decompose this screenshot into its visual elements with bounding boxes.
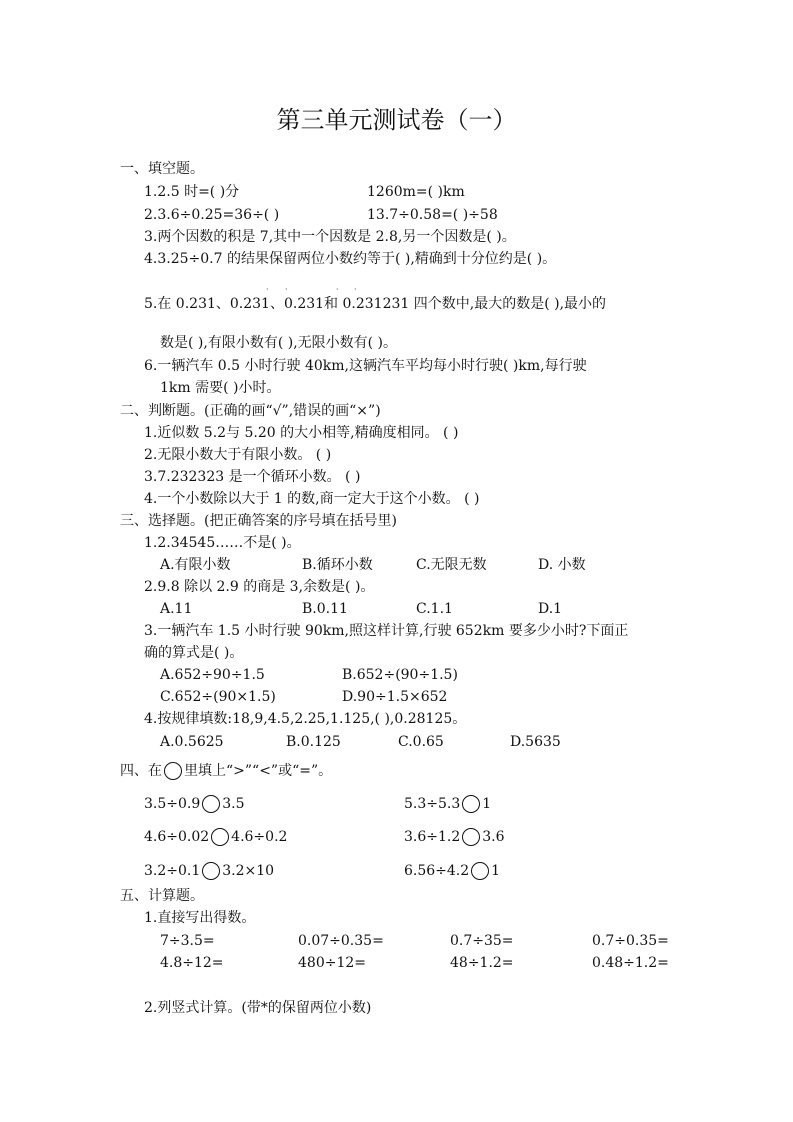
s1-q5-line-2: 数是( ),有限小数有( ),无限小数有( )。 xyxy=(160,335,398,351)
s1-q2-part-a: 2.3.6÷0.25=36÷( ) xyxy=(144,207,280,223)
answer-circle-icon[interactable] xyxy=(462,795,480,813)
calc-item: 0.48÷1.2= xyxy=(592,955,669,971)
s3-q1-option-b: B.循环小数 xyxy=(302,557,373,573)
s3-q3-option-b: B.652÷(90÷1.5) xyxy=(342,667,458,683)
compare-right: 3.2×10 xyxy=(222,863,275,879)
compare-right: 1 xyxy=(491,863,501,879)
answer-circle-icon[interactable] xyxy=(202,862,220,880)
calc-item: 48÷1.2= xyxy=(450,955,514,971)
s3-q2-option-c: C.1.1 xyxy=(416,601,453,617)
compare-item xyxy=(144,828,287,846)
s3-q3-line-2: 确的算式是( )。 xyxy=(144,645,244,661)
section-4-heading-suffix: 里填上“>”“<”或“=”。 xyxy=(184,763,333,779)
s5-sub-2: 2.列竖式计算。(带*的保留两位小数) xyxy=(144,1000,372,1016)
answer-circle-icon[interactable] xyxy=(462,828,480,846)
s3-q2-option-d: D.1 xyxy=(538,601,563,617)
compare-circle-icon xyxy=(164,762,182,780)
s2-q3: 3.7.232323 是一个循环小数。 ( ) xyxy=(144,469,361,485)
s2-q2: 2.无限小数大于有限小数。 ( ) xyxy=(144,447,332,463)
repeating-dot-mark: · xyxy=(336,285,339,294)
s1-q6-line-2: 1km 需要( )小时。 xyxy=(160,380,281,396)
s1-q6-line-1: 6.一辆汽车 0.5 小时行驶 40km,这辆汽车平均每小时行驶( )km,每行驶 xyxy=(144,358,587,374)
section-5-heading: 五、计算题。 xyxy=(120,888,204,904)
calc-item: 4.8÷12= xyxy=(160,955,224,971)
compare-right: 1 xyxy=(482,796,492,812)
calc-item: 0.7÷35= xyxy=(450,933,514,949)
s3-q1: 1.2.34545……不是( )。 xyxy=(144,535,301,551)
compare-left: 4.6÷0.02 xyxy=(144,829,210,845)
s1-q3: 3.两个因数的积是 7,其中一个因数是 2.8,另一个因数是( )。 xyxy=(144,229,516,245)
s3-q3-line-1: 3.一辆汽车 1.5 小时行驶 90km,照这样计算,行驶 652km 要多少小时?下面正 xyxy=(144,623,629,639)
section-4-heading xyxy=(120,762,332,780)
s3-q4-option-c: C.0.65 xyxy=(398,734,444,750)
compare-left: 3.2÷0.1 xyxy=(144,863,201,879)
s3-q1-option-c: C.无限无数 xyxy=(416,557,487,573)
s3-q2: 2.9.8 除以 2.9 的商是 3,余数是( )。 xyxy=(144,579,375,595)
answer-circle-icon[interactable] xyxy=(211,828,229,846)
s3-q1-option-a: A.有限小数 xyxy=(160,557,231,573)
s3-q4-option-a: A.0.5625 xyxy=(160,734,224,750)
calc-item: 480÷12= xyxy=(298,955,366,971)
s3-q3-option-c: C.652÷(90×1.5) xyxy=(160,689,276,705)
s3-q4-option-b: B.0.125 xyxy=(286,734,341,750)
compare-item xyxy=(404,795,491,813)
s1-q1-part-b: 1260m=( )km xyxy=(367,184,465,200)
compare-left: 3.6÷1.2 xyxy=(404,829,461,845)
calc-item: 7÷3.5= xyxy=(160,933,215,949)
s1-q4: 4.3.25÷0.7 的结果保留两位小数约等于( ),精确到十分位约是( )。 xyxy=(144,251,557,267)
section-4-heading-prefix: 四、在 xyxy=(120,763,162,779)
section-3-heading: 三、选择题。(把正确答案的序号填在括号里) xyxy=(120,513,397,529)
answer-circle-icon[interactable] xyxy=(202,795,220,813)
s5-sub-1: 1.直接写出得数。 xyxy=(144,910,256,926)
repeating-dot-mark: · xyxy=(285,285,288,294)
repeating-dot-mark: · xyxy=(266,285,269,294)
s2-q1: 1.近似数 5.2与 5.20 的大小相等,精确度相同。 ( ) xyxy=(144,425,459,441)
compare-item xyxy=(404,828,505,846)
compare-left: 6.56÷4.2 xyxy=(404,863,470,879)
calc-item: 0.7÷0.35= xyxy=(592,933,669,949)
s3-q4-option-d: D.5635 xyxy=(510,734,561,750)
compare-right: 3.6 xyxy=(482,829,505,845)
compare-right: 3.5 xyxy=(222,796,245,812)
s2-q4: 4.一个小数除以大于 1 的数,商一定大于这个小数。 ( ) xyxy=(144,491,480,507)
s3-q3-option-d: D.90÷1.5×652 xyxy=(342,689,448,705)
s1-q2-part-b: 13.7÷0.58=( )÷58 xyxy=(367,207,498,223)
s3-q3-option-a: A.652÷90÷1.5 xyxy=(160,667,265,683)
section-2-heading: 二、判断题。(正确的画“√”,错误的画“×”) xyxy=(120,403,381,419)
s1-q5-line-1: 5.在 0.231、0.231、0.231和 0.231231 四个数中,最大的数是( ),最小的 xyxy=(144,296,607,312)
section-1-heading: 一、填空题。 xyxy=(120,161,204,177)
s1-q1-part-a: 1.2.5 时=( )分 xyxy=(144,184,240,200)
answer-circle-icon[interactable] xyxy=(471,862,489,880)
compare-item xyxy=(404,862,500,880)
compare-item xyxy=(144,795,245,813)
compare-right: 4.6÷0.2 xyxy=(231,829,288,845)
compare-item xyxy=(144,862,274,880)
compare-left: 3.5÷0.9 xyxy=(144,796,201,812)
calc-item: 0.07÷0.35= xyxy=(298,933,384,949)
s3-q4: 4.按规律填数:18,9,4.5,2.25,1.125,( ),0.28125。 xyxy=(144,711,467,727)
repeating-dot-mark: · xyxy=(354,285,357,294)
s3-q2-option-b: B.0.11 xyxy=(302,601,348,617)
s3-q1-option-d: D. 小数 xyxy=(538,557,586,573)
s3-q2-option-a: A.11 xyxy=(160,601,193,617)
compare-left: 5.3÷5.3 xyxy=(404,796,461,812)
page-title: 第三单元测试卷（一） xyxy=(276,106,517,134)
